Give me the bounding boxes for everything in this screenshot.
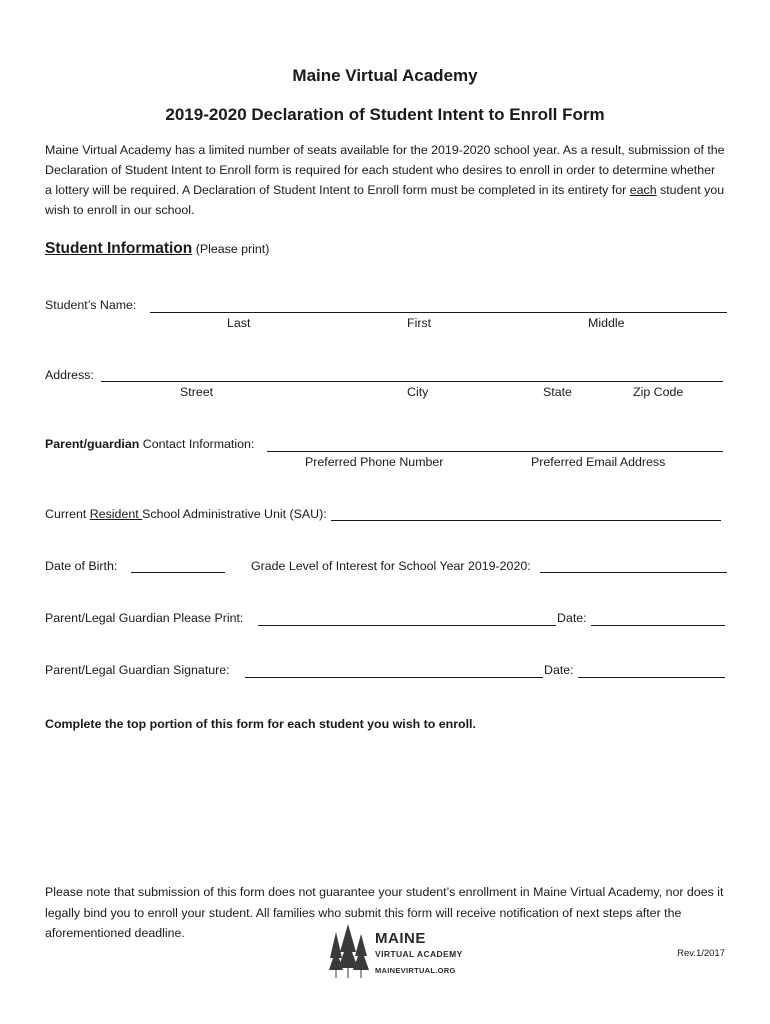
address-label: Address: [45, 368, 94, 382]
intro-paragraph [45, 140, 725, 220]
revision-note: Rev.1/2017 [677, 948, 725, 959]
logo-url: MAINEVIRTUAL.ORG [375, 966, 456, 975]
logo-wordmark: MAINE [375, 930, 426, 947]
dob-field[interactable] [131, 572, 225, 573]
student-name-sub-last: Last [227, 316, 251, 330]
form-title: 2019-2020 Declaration of Student Intent to Enroll Form [165, 105, 605, 124]
student-name-sub-first: First [407, 316, 432, 330]
student-name-label: Student’s Name: [45, 298, 137, 312]
school-name: Maine Virtual Academy [292, 66, 478, 85]
sau-label [45, 507, 327, 521]
guardian-signature-field[interactable] [245, 677, 543, 678]
guardian-print-field[interactable] [258, 625, 556, 626]
student-name-sub-middle: Middle [588, 316, 625, 330]
student-name-field[interactable] [150, 312, 727, 313]
disclaimer-paragraph: Please note that submission of this form does not guarantee your student’s enrollment in Maine Virtual Academy, nor does it legally bind you to enroll your student. All families who submit this form will receive notification of next steps after the aforementioned deadline. [45, 885, 724, 940]
guardian-signature-date-label: Date: [544, 663, 574, 677]
section-heading [45, 240, 269, 258]
intro-text-after: student you wish to enroll in our school. [45, 183, 725, 217]
contact-field[interactable] [267, 451, 723, 452]
section-heading-note: (Please print) [192, 242, 270, 256]
guardian-print-date-field[interactable] [591, 625, 725, 626]
sau-label-after: School Administrative Unit (SAU): [142, 507, 327, 521]
dob-label: Date of Birth: [45, 559, 118, 573]
contact-sub-phone: Preferred Phone Number [305, 455, 444, 469]
grade-label: Grade Level of Interest for School Year 2019-2020: [251, 559, 531, 573]
grade-field[interactable] [540, 572, 727, 573]
guardian-signature-label: Parent/Legal Guardian Signature: [45, 663, 230, 677]
address-sub-street: Street [180, 385, 214, 399]
pine-trees-icon [328, 922, 374, 980]
address-sub-zip: Zip Code [633, 385, 684, 399]
sau-label-underlined: Resident [89, 507, 143, 521]
guardian-signature-date-field[interactable] [578, 677, 725, 678]
intro-emphasis: each [629, 183, 657, 197]
address-sub-state: State [543, 385, 572, 399]
contact-sub-email: Preferred Email Address [531, 455, 666, 469]
closing-instruction: Complete the top portion of this form for each student you wish to enroll. [45, 717, 476, 731]
intro-text-before: Maine Virtual Academy has a limited number of seats available for the 2019-2020 school year. As a result, submission of the Declaration of Student Intent to Enroll form is required for each student who desires to enroll in order to determine whether a lottery will be required. A Declaration of Student Intent to Enroll form must be completed in its entirety for [45, 143, 725, 197]
guardian-print-label: Parent/Legal Guardian Please Print: [45, 611, 244, 625]
address-field[interactable] [101, 381, 723, 382]
address-sub-city: City [407, 385, 429, 399]
contact-label [45, 437, 254, 451]
section-heading-title: Student Information [45, 240, 193, 257]
sau-field[interactable] [331, 520, 721, 521]
contact-label-rest: Contact Information: [139, 437, 255, 451]
guardian-print-date-label: Date: [557, 611, 587, 625]
sau-label-before: Current [45, 507, 90, 521]
contact-label-bold: Parent/guardian [45, 437, 140, 451]
logo-subtitle: VIRTUAL ACADEMY [375, 949, 463, 959]
